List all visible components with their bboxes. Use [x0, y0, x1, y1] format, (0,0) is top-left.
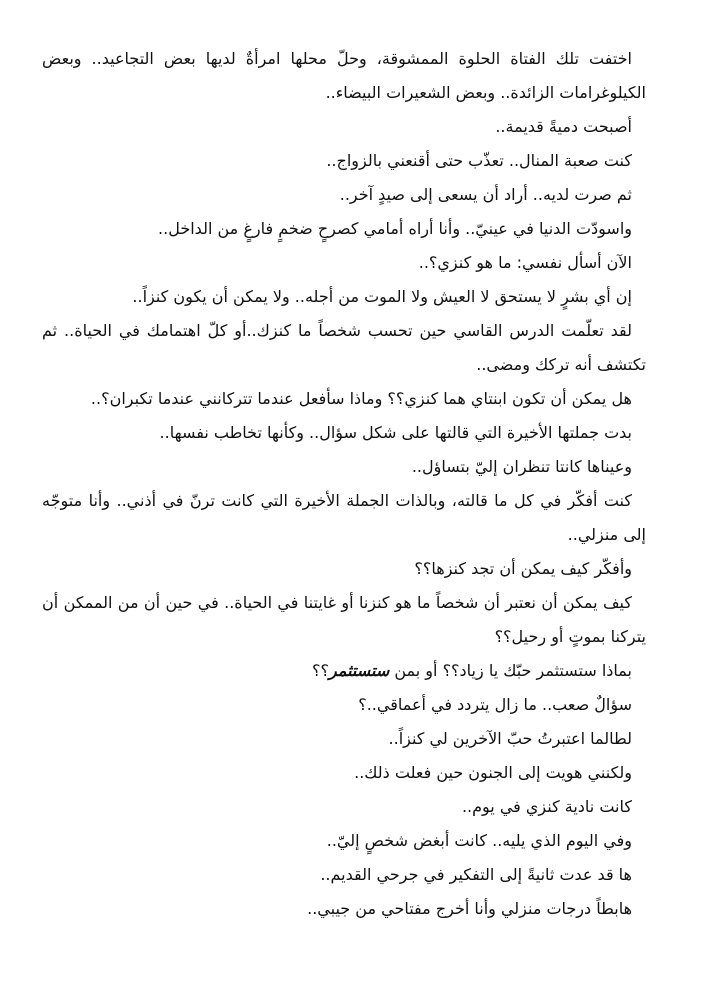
paragraph-16: لطالما اعتبرتُ حبّ الآخرين لي كنزاً..: [388, 729, 632, 748]
paragraph-4: ثم صرت لديه.. أراد أن يسعى إلى صيدٍ آخر..: [339, 185, 632, 204]
story-text: [42, 42, 646, 926]
paragraph-9: هل يمكن أن تكون ابنتاي هما كنزي؟؟ وماذا سأفعل عندما تتركانني عندما تكبران؟..: [90, 389, 632, 408]
question-before: بماذا ستستثمر حبّك يا زياد؟؟ أو بمن: [389, 661, 632, 680]
question-italic-word: ستستثمر: [329, 661, 390, 680]
question-after: ؟؟: [312, 661, 329, 680]
paragraph-21: هابطاً درجات منزلي وأنا أخرج مفتاحي من جيبي..: [307, 899, 632, 918]
paragraph-13: وأفكّر كيف يمكن أن تجد كنزها؟؟: [414, 559, 632, 578]
paragraph-14: كيف يمكن أن نعتبر أن شخصاً ما هو كنزنا أو غايتنا في الحياة.. في حين أن من الممكن أن يتركنا بموتٍ أو رحيل؟؟: [42, 593, 646, 646]
paragraph-1: اختفت تلك الفتاة الحلوة الممشوقة، وحلّ محلها امرأةٌ لديها بعض التجاعيد.. وبعض الكيلوغرامات الزائدة.. وبعض الشعيرات البيضاء..: [42, 49, 646, 102]
paragraph-15: سؤالٌ صعب.. ما زال يتردد في أعماقي..؟: [358, 695, 632, 714]
paragraph-17: ولكنني هويت إلى الجنون حين فعلت ذلك..: [354, 763, 632, 782]
paragraph-3: كنت صعبة المنال.. تعذّب حتى أقنعني بالزواج..: [326, 151, 632, 170]
paragraph-11: وعيناها كانتا تنظران إليّ بتساؤل..: [411, 457, 632, 476]
paragraph-7: إن أي بشرٍ لا يستحق لا العيش ولا الموت من أجله.. ولا يمكن أن يكون كنزاً..: [132, 287, 632, 306]
paragraph-20: ها قد عدت ثانيةً إلى التفكير في جرحي القديم..: [320, 865, 632, 884]
paragraph-5: واسودّت الدنيا في عينيّ.. وأنا أراه أمامي كصرحٍ ضخمٍ فارغٍ من الداخل..: [158, 219, 632, 238]
paragraph-question: [42, 654, 646, 688]
paragraph-8: لقد تعلّمت الدرس القاسي حين تحسب شخصاً ما كنزك..أو كلّ اهتمامك في الحياة.. ثم تكتشف أنه تركك ومضى..: [42, 321, 646, 374]
paragraph-12: كنت أفكّر في كل ما قالته، وبالذات الجملة الأخيرة التي كانت ترنّ في أذني.. وأنا متوجّه إلى منزلي..: [42, 491, 646, 544]
paragraph-2: أصبحت دميةً قديمة..: [495, 117, 632, 136]
paragraph-10: بدت جملتها الأخيرة التي قالتها على شكل سؤال.. وكأنها تخاطب نفسها..: [159, 423, 632, 442]
paragraph-19: وفي اليوم الذي يليه.. كانت أبغض شخصٍ إليّ..: [326, 831, 632, 850]
paragraph-6: الآن أسأل نفسي: ما هو كنزي؟..: [418, 253, 632, 272]
paragraph-18: كانت نادية كنزي في يوم..: [461, 797, 632, 816]
